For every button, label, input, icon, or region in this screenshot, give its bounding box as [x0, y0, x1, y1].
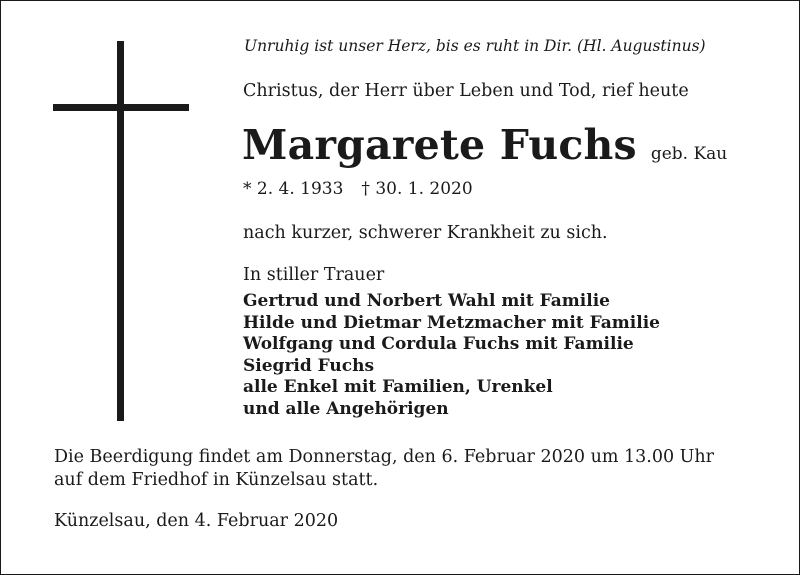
- mourners-list: [243, 291, 660, 421]
- maiden-name: geb. Kau: [650, 144, 728, 164]
- death-date: † 30. 1. 2020: [361, 179, 473, 199]
- life-dates: [243, 179, 473, 199]
- deceased-name-line: [242, 121, 727, 169]
- mourner-item: Wolfgang und Cordula Fuchs mit Familie: [243, 334, 634, 355]
- mourner-item: Gertrud und Norbert Wahl mit Familie: [243, 291, 610, 311]
- cross-horizontal-bar: [53, 104, 189, 111]
- mourning-label: In stiller Trauer: [243, 265, 385, 285]
- place-date: Künzelsau, den 4. Februar 2020: [54, 511, 339, 531]
- birth-date: * 2. 4. 1933: [243, 179, 344, 199]
- mourner-item: Hilde und Dietmar Metzmacher mit Familie: [243, 312, 660, 333]
- motto-quote: Unruhig ist unser Herz, bis es ruht in Dir. (Hl. Augustinus): [244, 37, 706, 55]
- cross-vertical-bar: [117, 41, 124, 421]
- intro-text: Christus, der Herr über Leben und Tod, rief heute: [243, 81, 689, 101]
- mourner-item: alle Enkel mit Familien, Urenkel: [243, 377, 553, 398]
- deceased-name: Margarete Fuchs: [242, 121, 637, 169]
- mourner-item: und alle Angehörigen: [243, 398, 449, 419]
- passage-text: nach kurzer, schwerer Krankheit zu sich.: [243, 223, 608, 243]
- mourner-item: Siegrid Fuchs: [243, 355, 375, 376]
- funeral-notice: Die Beerdigung findet am Donnerstag, den 6. Februar 2020 um 13.00 Uhr auf dem Friedhof in Künzelsau statt.: [54, 447, 715, 490]
